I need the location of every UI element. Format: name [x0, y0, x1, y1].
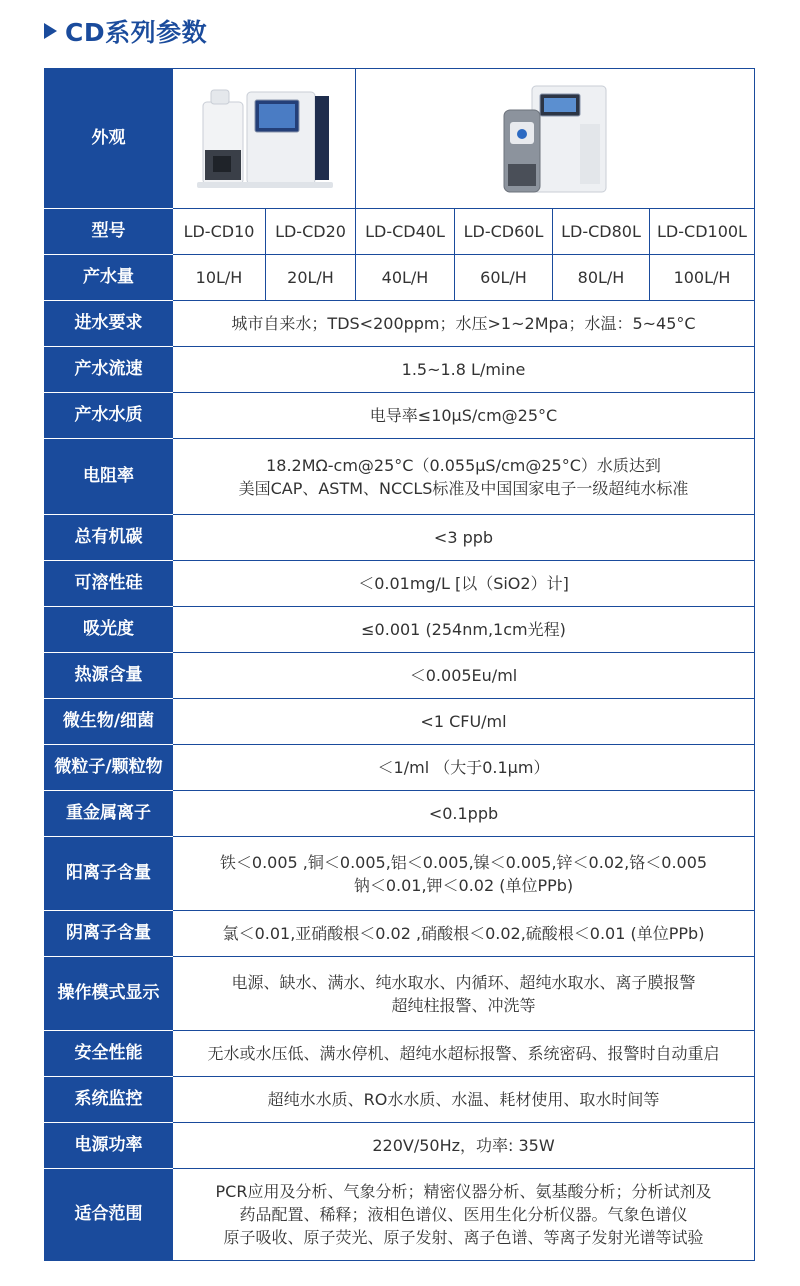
row-label: 适合范围 — [45, 1169, 173, 1261]
value-line: 城市自来水；TDS<200ppm；水压>1~2Mpa；水温：5~45°C — [231, 314, 696, 333]
output-cell: 20L/H — [266, 255, 356, 301]
row-label: 阴离子含量 — [45, 911, 173, 957]
model-cell: LD-CD10 — [173, 209, 266, 255]
spec-row — [45, 1077, 755, 1123]
spec-row — [45, 837, 755, 911]
spec-table — [44, 68, 755, 1261]
spec-row — [45, 347, 755, 393]
output-row — [45, 255, 755, 301]
value-line: 电源、缺水、满水、纯水取水、内循环、超纯水取水、离子膜报警 — [231, 972, 696, 992]
value-line: 18.2MΩ-cm@25°C（0.055μS/cm@25°C）水质达到 — [266, 455, 661, 475]
value-line: <1 CFU/ml — [420, 712, 507, 731]
spec-row — [45, 653, 755, 699]
value-line: 原子吸收、原子荧光、原子发射、离子色谱、等离子发射光谱等试验 — [223, 1228, 704, 1247]
value-line: 药品配置、稀释；液相色谱仪、医用生化分析仪器。气象色谱仪 — [239, 1205, 688, 1224]
row-label: 电源功率 — [45, 1123, 173, 1169]
row-value — [173, 1169, 755, 1261]
row-value — [173, 515, 755, 561]
value-line: 无水或水压低、满水停机、超纯水超标报警、系统密码、报警时自动重启 — [207, 1044, 720, 1063]
value-line: 美国CAP、ASTM、NCCLS标准及中国国家电子一级超纯水标准 — [238, 478, 689, 498]
row-label: 总有机碳 — [45, 515, 173, 561]
spec-row — [45, 439, 755, 515]
product-photo-small — [173, 69, 356, 209]
output-cell: 100L/H — [650, 255, 755, 301]
row-label: 外观 — [45, 69, 173, 209]
spec-row — [45, 1123, 755, 1169]
output-cell: 10L/H — [173, 255, 266, 301]
output-cell: 40L/H — [356, 255, 455, 301]
water-purifier-small-image — [189, 84, 339, 194]
appearance-row — [45, 69, 755, 209]
play-triangle-icon — [44, 23, 57, 39]
row-value — [173, 393, 755, 439]
row-value — [173, 561, 755, 607]
spec-row — [45, 561, 755, 607]
row-label: 可溶性硅 — [45, 561, 173, 607]
model-cell: LD-CD40L — [356, 209, 455, 255]
row-value — [173, 699, 755, 745]
value-line: ＜1/ml （大于0.1μm） — [377, 758, 550, 777]
product-photo-large — [356, 69, 755, 209]
row-label: 吸光度 — [45, 607, 173, 653]
row-label: 产水水质 — [45, 393, 173, 439]
row-value — [173, 347, 755, 393]
row-value — [173, 607, 755, 653]
spec-row — [45, 791, 755, 837]
spec-row — [45, 1169, 755, 1261]
value-line: 钠＜0.01,钾＜0.02 (单位PPb) — [353, 875, 574, 895]
row-label: 进水要求 — [45, 301, 173, 347]
row-value — [173, 911, 755, 957]
row-label: 阳离子含量 — [45, 837, 173, 911]
value-line: 1.5~1.8 L/mine — [401, 360, 526, 379]
output-cell: 80L/H — [553, 255, 650, 301]
value-line: ≤0.001 (254nm,1cm光程) — [361, 620, 566, 639]
row-label: 电阻率 — [45, 439, 173, 515]
row-value — [173, 1031, 755, 1077]
value-line: 超纯水水质、RO水水质、水温、耗材使用、取水时间等 — [267, 1090, 660, 1109]
spec-row — [45, 699, 755, 745]
value-line: PCR应用及分析、气象分析；精密仪器分析、氨基酸分析；分析试剂及 — [215, 1182, 712, 1201]
value-line: 电导率≤10μS/cm@25°C — [369, 406, 558, 425]
row-value — [173, 1123, 755, 1169]
spec-row — [45, 607, 755, 653]
value-line: ＜0.005Eu/ml — [409, 666, 518, 685]
spec-row — [45, 911, 755, 957]
value-line: 220V/50Hz，功率: 35W — [372, 1136, 555, 1155]
value-line: ＜0.01mg/L [以（SiO2）计] — [358, 574, 569, 593]
spec-row — [45, 957, 755, 1031]
row-value — [173, 301, 755, 347]
water-purifier-large-image — [490, 80, 620, 198]
row-value — [173, 957, 755, 1031]
model-cell: LD-CD80L — [553, 209, 650, 255]
spec-row — [45, 1031, 755, 1077]
spec-row — [45, 745, 755, 791]
spec-row — [45, 515, 755, 561]
model-cell: LD-CD20 — [266, 209, 356, 255]
section-heading — [44, 14, 207, 48]
value-line: <3 ppb — [433, 528, 494, 547]
section-title: CD系列参数 — [65, 18, 208, 47]
value-line: 超纯柱报警、冲洗等 — [391, 995, 536, 1015]
row-value — [173, 791, 755, 837]
row-value — [173, 837, 755, 911]
row-value — [173, 1077, 755, 1123]
row-label: 系统监控 — [45, 1077, 173, 1123]
value-line: <0.1ppb — [428, 804, 499, 823]
row-label: 产水流速 — [45, 347, 173, 393]
spec-row — [45, 393, 755, 439]
row-label: 产水量 — [45, 255, 173, 301]
row-value — [173, 745, 755, 791]
row-label: 微粒子/颗粒物 — [45, 745, 173, 791]
value-line: 氯＜0.01,亚硝酸根＜0.02 ,硝酸根＜0.02,硫酸根＜0.01 (单位PPb) — [222, 924, 705, 943]
model-cell: LD-CD100L — [650, 209, 755, 255]
row-label: 型号 — [45, 209, 173, 255]
model-cell: LD-CD60L — [455, 209, 553, 255]
row-label: 热源含量 — [45, 653, 173, 699]
row-label: 重金属离子 — [45, 791, 173, 837]
row-label: 微生物/细菌 — [45, 699, 173, 745]
value-line: 铁＜0.005 ,铜＜0.005,铝＜0.005,镍＜0.005,锌＜0.02,铬＜0.005 — [219, 852, 708, 872]
spec-row — [45, 301, 755, 347]
row-value — [173, 653, 755, 699]
model-row — [45, 209, 755, 255]
row-label: 安全性能 — [45, 1031, 173, 1077]
output-cell: 60L/H — [455, 255, 553, 301]
row-label: 操作模式显示 — [45, 957, 173, 1031]
row-value — [173, 439, 755, 515]
